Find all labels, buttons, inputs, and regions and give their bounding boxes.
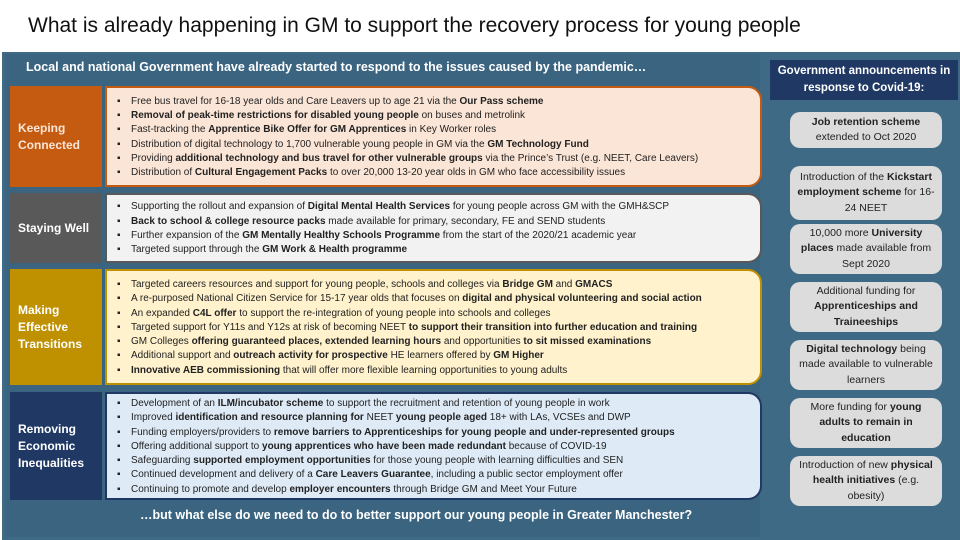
text-segment: Offering additional support to	[131, 440, 263, 452]
bullet-item	[117, 109, 750, 123]
bullet-list	[105, 193, 762, 263]
bullet-item	[117, 440, 750, 454]
bullet-text	[131, 243, 407, 257]
text-segment: Distribution of digital technology to 1,700 vulnerable young people in GM via the	[131, 138, 488, 150]
bullet-icon: ▪	[117, 138, 121, 150]
bullet-text	[131, 454, 623, 468]
announcement-card	[790, 456, 942, 506]
text-segment: Targeted support through the	[131, 244, 263, 256]
text-segment: Development of an	[131, 397, 218, 409]
bullet-text	[131, 95, 543, 109]
bold-text: to sit missed examinations	[523, 336, 652, 348]
bold-text: digital and physical volunteering and social action	[462, 293, 702, 305]
bullet-text	[131, 411, 631, 425]
bullet-item	[117, 349, 750, 363]
bullet-item	[117, 483, 750, 497]
bold-text: offering guaranteed places, extended learning hours	[191, 336, 442, 348]
bold-text: GM Technology Fund	[487, 138, 589, 150]
announcement-text	[794, 400, 938, 447]
text-segment: More funding for	[810, 400, 890, 413]
bullet-item	[117, 364, 750, 378]
bullet-icon: ▪	[117, 124, 121, 136]
announcement-card	[790, 282, 942, 332]
announcement-card	[790, 340, 942, 390]
bullet-icon: ▪	[117, 321, 121, 333]
bold-text: to support their transition into further education and training	[408, 321, 698, 333]
bullet-text	[131, 426, 675, 440]
text-segment: Targeted careers resources and support for young people, schools and colleges via	[131, 278, 503, 290]
bold-text: Apprentice Bike Offer for GM Apprentices	[208, 124, 407, 136]
announcement-card	[790, 166, 942, 220]
bold-text: Cultural Engagement Packs	[194, 167, 328, 179]
bullet-text	[131, 229, 636, 243]
bold-text: young people aged	[395, 412, 487, 424]
bullet-icon: ▪	[117, 336, 121, 348]
bold-text: physical health initiatives	[812, 458, 933, 487]
bullet-item	[117, 426, 750, 440]
initiative-row	[10, 269, 762, 385]
row-label: Making Effective Transitions	[10, 269, 102, 385]
text-segment: to support the re-integration of young people into schools and colleges	[236, 307, 551, 319]
bold-text: employer encounters	[289, 483, 391, 495]
bullet-text	[131, 321, 697, 335]
bullet-text	[131, 166, 625, 180]
bullet-item	[117, 166, 750, 180]
bullet-text	[131, 152, 698, 166]
bullet-text	[131, 349, 544, 363]
text-segment: to over 20,000 13-20 year olds in GM who face accessibility issues	[327, 167, 626, 179]
bullet-icon: ▪	[117, 397, 121, 409]
text-segment: Supporting the rollout and expansion of	[131, 201, 308, 213]
text-segment: Further expansion of the	[131, 230, 243, 241]
text-segment: A re-purposed National Citizen Service for 15-17 year olds that focuses on	[131, 293, 463, 305]
text-segment: Continued development and delivery of a	[131, 469, 316, 481]
bold-text: Digital Mental Health Services	[307, 201, 451, 213]
row-label: Keeping Connected	[10, 86, 102, 187]
bullet-icon: ▪	[117, 167, 121, 179]
bullet-text	[131, 278, 612, 292]
bullet-icon: ▪	[117, 244, 121, 256]
bold-text: identification and resource planning for	[175, 412, 364, 424]
text-segment: Providing	[131, 152, 176, 164]
bullet-item	[117, 411, 750, 425]
bold-text: young adults to remain in	[819, 400, 922, 429]
text-segment: Fast-tracking the	[131, 124, 209, 136]
bullet-icon: ▪	[117, 364, 121, 376]
bullet-icon: ▪	[117, 483, 121, 495]
bold-text: GM Higher	[493, 350, 544, 362]
bullet-icon: ▪	[117, 215, 121, 227]
bullet-text	[131, 364, 567, 378]
bullet-item	[117, 123, 750, 137]
bold-text: young apprentices who have been made redundant	[262, 440, 506, 452]
announcement-text	[794, 170, 938, 217]
bullet-list	[105, 86, 762, 187]
bold-text: additional technology and bus travel for other vulnerable groups	[175, 152, 483, 164]
bold-text: Kickstart employment scheme	[797, 170, 932, 199]
bold-text: Care Leavers Guarantee	[315, 469, 431, 481]
bold-text: remove barriers to Apprenticeships for young people and under-represented groups	[273, 426, 675, 438]
announcement-text	[794, 342, 938, 389]
text-segment: made available from Sept 2020	[833, 242, 932, 270]
announcement-card	[790, 224, 942, 274]
text-segment: for young people across GM with the GMH&SCP	[450, 201, 670, 213]
bullet-item	[117, 215, 750, 229]
text-segment: Free bus travel for 16-18 year olds and Care Leavers up to age 21 via the	[131, 95, 460, 107]
initiative-row	[10, 86, 762, 187]
text-segment: being made available to vulnerable learners	[799, 342, 933, 386]
text-segment: because of COVID-19	[505, 440, 607, 452]
bullet-text	[131, 200, 669, 214]
text-segment: HE learners offered by	[387, 350, 494, 362]
bullet-item	[117, 307, 750, 321]
text-segment: Funding employers/providers to	[131, 426, 274, 438]
bullet-icon: ▪	[117, 230, 121, 241]
bullet-text	[131, 440, 607, 454]
text-segment: Targeted support for Y11s and Y12s at risk of becoming NEET	[131, 321, 409, 333]
bold-text: Innovative AEB commissioning	[131, 364, 281, 376]
text-segment: Introduction of new	[799, 458, 891, 471]
bullet-icon: ▪	[117, 307, 121, 319]
bold-text: ILM/incubator scheme	[217, 397, 324, 409]
bullet-icon: ▪	[117, 152, 121, 164]
bullet-text	[131, 307, 551, 321]
text-segment: from the start of the 2020/21 academic year	[440, 230, 637, 241]
row-label: Removing Economic Inequalities	[10, 392, 102, 500]
bullet-text	[131, 123, 496, 137]
announcement-card	[790, 398, 942, 448]
text-segment: in Key Worker roles	[406, 124, 497, 136]
text-segment: An expanded	[131, 307, 193, 319]
bullet-item	[117, 243, 750, 257]
text-segment: Continuing to promote and develop	[131, 483, 290, 495]
bullet-icon: ▪	[117, 440, 121, 452]
bold-text: education	[841, 431, 891, 444]
text-segment: NEET	[363, 412, 396, 424]
text-segment: Safeguarding	[131, 455, 194, 467]
text-segment: GM Colleges	[131, 336, 192, 348]
bullet-item	[117, 200, 750, 214]
bullet-icon: ▪	[117, 455, 121, 467]
bullet-text	[131, 468, 623, 482]
announcement-text	[794, 284, 938, 331]
initiative-row	[10, 392, 762, 500]
text-segment: (e.g. obesity)	[847, 474, 920, 502]
text-segment: and opportunities	[441, 336, 524, 348]
row-label: Staying Well	[10, 193, 102, 263]
bold-text: Apprenticeships and Traineeships	[814, 300, 918, 328]
bullet-icon: ▪	[117, 469, 121, 481]
bullet-item	[117, 229, 750, 243]
bold-text: Back to school & college resource packs	[131, 215, 326, 227]
bullet-icon: ▪	[117, 201, 121, 213]
text-segment: on buses and metrolink	[418, 109, 526, 121]
page-title: What is already happening in GM to support the recovery process for young people	[28, 14, 801, 37]
bullet-icon: ▪	[117, 293, 121, 305]
announcement-text	[794, 226, 938, 273]
text-segment: Introduction of the	[800, 170, 888, 183]
bullet-icon: ▪	[117, 109, 121, 121]
bullet-item	[117, 152, 750, 166]
text-segment: Improved	[131, 412, 176, 424]
bullet-item	[117, 95, 750, 109]
text-segment: through Bridge GM and Meet Your Future	[390, 483, 577, 495]
bullet-text	[131, 335, 651, 349]
bold-text: GM Mentally Healthy Schools Programme	[242, 230, 441, 241]
bullet-icon: ▪	[117, 278, 121, 290]
text-segment: and	[552, 278, 576, 290]
bullet-text	[131, 292, 702, 306]
text-segment: for those young people with learning difficulties and SEN	[370, 455, 624, 467]
initiative-row	[10, 193, 762, 263]
text-segment: Additional support and	[131, 350, 234, 362]
bold-text: outreach activity for prospective	[233, 350, 388, 362]
bullet-text	[131, 138, 589, 152]
bullet-item	[117, 278, 750, 292]
announcement-text	[794, 115, 938, 146]
announcement-text	[794, 458, 938, 505]
bold-text: University places	[800, 226, 923, 255]
bullet-item	[117, 468, 750, 482]
bullet-item	[117, 321, 750, 335]
bold-text: Our Pass scheme	[459, 95, 544, 107]
bullet-text	[131, 215, 605, 229]
bold-text: C4L offer	[192, 307, 237, 319]
bold-text: Bridge GM	[502, 278, 553, 290]
text-segment: that will offer more flexible learning opportunities to young adults	[280, 364, 568, 376]
bold-text: Job retention scheme	[811, 115, 921, 128]
text-segment: to support the recruitment and retention of young people in work	[323, 397, 610, 409]
gov-announcements-header: Government announcements in response to Covid-19:	[770, 60, 958, 100]
closing-question: …but what else do we need to do to better support our young people in Greater Manchester?	[140, 508, 693, 522]
bullet-item	[117, 335, 750, 349]
text-segment: for 16-24 NEET	[844, 186, 935, 214]
bullet-text	[131, 397, 610, 411]
bullet-icon: ▪	[117, 412, 121, 424]
bold-text: Digital technology	[806, 342, 898, 355]
bullet-text	[131, 483, 577, 497]
text-segment: 10,000 more	[809, 226, 872, 239]
bullet-item	[117, 138, 750, 152]
text-segment: via the Prince’s Trust (e.g. NEET, Care Leavers)	[482, 152, 699, 164]
bold-text: GMACS	[575, 278, 613, 290]
announcement-card	[790, 112, 942, 148]
bullet-item	[117, 454, 750, 468]
text-segment: 18+ with LAs, VCSEs and DWP	[487, 412, 631, 424]
text-segment: Distribution of	[131, 167, 195, 179]
text-segment: made available for primary, secondary, FE and SEND students	[325, 215, 606, 227]
bold-text: Removal of peak-time restrictions for disabled young people	[131, 109, 419, 121]
text-segment: , including a public sector employment offer	[430, 469, 623, 481]
bullet-icon: ▪	[117, 95, 121, 107]
text-segment: Additional funding for	[816, 284, 916, 297]
bullet-icon: ▪	[117, 426, 121, 438]
bullet-text	[131, 109, 525, 123]
bold-text: supported employment opportunities	[193, 455, 371, 467]
bullet-list	[105, 392, 762, 500]
bullet-icon: ▪	[117, 350, 121, 362]
bullet-item	[117, 397, 750, 411]
bold-text: GM Work & Health programme	[262, 244, 408, 256]
bullet-list	[105, 269, 762, 385]
section-subtitle: Local and national Government have already started to respond to the issues caused by the pandemic…	[26, 60, 647, 74]
bullet-item	[117, 292, 750, 306]
text-segment: extended to Oct 2020	[815, 131, 917, 143]
